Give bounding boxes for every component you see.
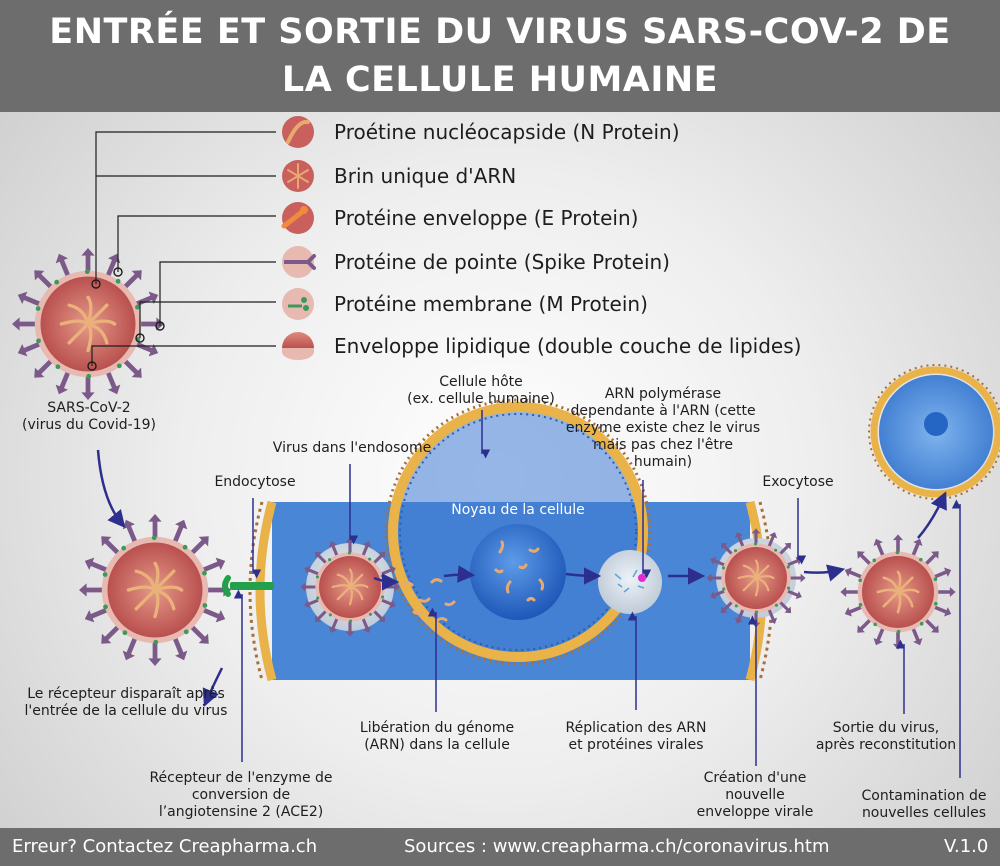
spike-protein-icon: [274, 244, 322, 280]
legend-label: Protéine de pointe (Spike Protein): [334, 250, 670, 274]
polymerase-label: ARN polymérase dependante à l'ARN (cette enzyme existe chez le virus mais pas chez l'être humain): [565, 386, 761, 470]
new-envelope-label: Création d'une nouvelle enveloppe virale: [696, 770, 814, 820]
lipid-envelope-icon: [274, 328, 322, 364]
nucleocapsid-protein-icon: [274, 114, 322, 150]
host-cell-label: Cellule hôte (ex. cellule humaine): [407, 374, 555, 407]
diagram-scene: [0, 112, 1000, 828]
membrane-protein-icon: [274, 286, 322, 322]
legend-item-nucleocapsid: [274, 114, 680, 150]
endosome-label: Virus dans l'endosome: [272, 440, 432, 456]
receptor-disappears-label: Le récepteur disparaît après l'entrée de la cellule du virus: [24, 686, 228, 719]
legend-item-envelope-protein: [274, 200, 638, 236]
replication-label: Réplication des ARN et protéines virales: [565, 720, 707, 753]
sars-cov-2-virus: [12, 248, 164, 400]
entering-virus: [79, 514, 231, 666]
legend-item-lipid-envelope: [274, 328, 801, 364]
released-virus: [840, 534, 955, 649]
virus-name-label: SARS-CoV-2 (virus du Covid-19): [22, 400, 156, 433]
footer-bar: [0, 828, 1000, 866]
exocytosis-label: Exocytose: [762, 474, 834, 490]
legend-label: Protéine enveloppe (E Protein): [334, 206, 639, 230]
ace2-label: Récepteur de l'enzyme de conversion de l’angiotensine 2 (ACE2): [149, 770, 333, 820]
endosome-virus: [300, 537, 399, 636]
title-bar: [0, 0, 1000, 112]
legend-label: Enveloppe lipidique (double couche de lipides): [334, 334, 802, 358]
cell-nucleus: [470, 524, 566, 620]
nucleus-label: Noyau de la cellule: [451, 502, 585, 518]
footer-version: V.1.0: [944, 836, 989, 857]
genome-release-label: Libération du génome (ARN) dans la cellule: [359, 720, 515, 753]
legend-label: Protéine membrane (M Protein): [334, 292, 648, 316]
virus-exit-label: Sortie du virus, après reconstitution: [815, 720, 957, 753]
footer-sources: Sources : www.creapharma.ch/coronavirus.htm: [404, 836, 830, 857]
page-title: ENTRÉE ET SORTIE DU VIRUS SARS-COV-2 DE LA CELLULE HUMAINE: [49, 12, 951, 100]
endocytosis-label: Endocytose: [214, 474, 296, 490]
rna-strand-icon: [274, 158, 322, 194]
new-host-cell: [869, 365, 1000, 499]
legend-label: Brin unique d'ARN: [334, 164, 517, 188]
legend-item-spike-protein: [274, 244, 670, 280]
envelope-protein-icon: [274, 200, 322, 236]
legend-item-rna: [274, 158, 516, 194]
exocytosis-virus: [706, 528, 805, 627]
contamination-label: Contamination de nouvelles cellules: [861, 788, 987, 821]
replication-bubble: [598, 550, 662, 614]
legend-label: Proétine nucléocapside (N Protein): [334, 120, 680, 144]
footer-contact: Erreur? Contactez Creapharma.ch: [12, 836, 318, 857]
legend-item-membrane-protein: [274, 286, 648, 322]
